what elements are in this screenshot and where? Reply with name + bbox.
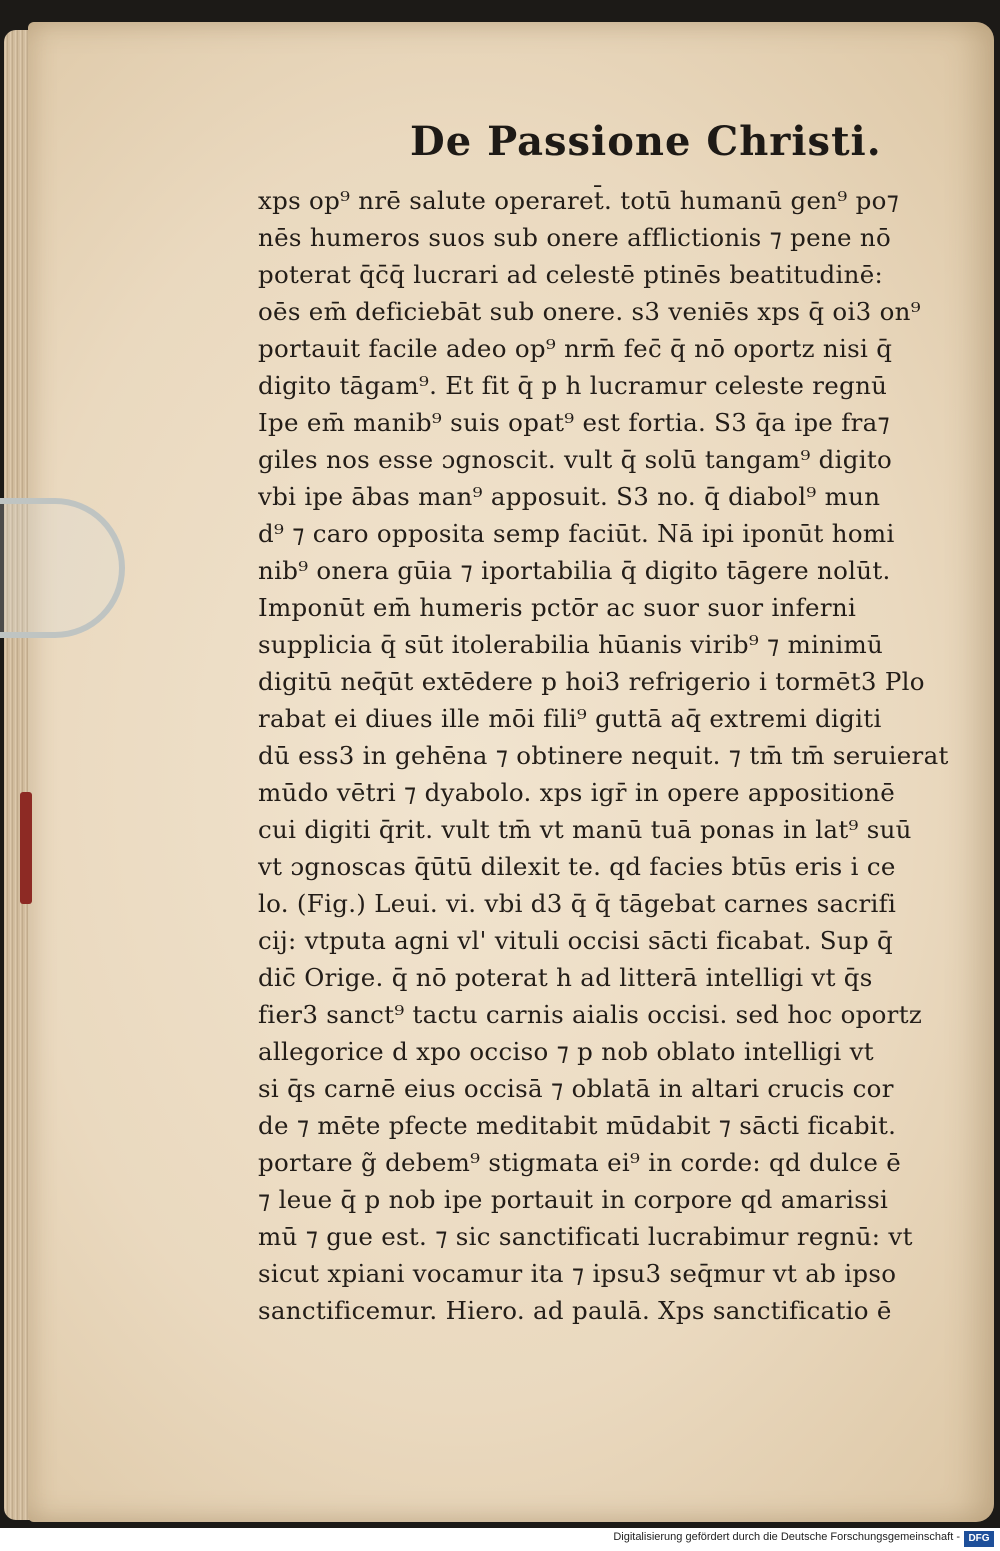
- text-line: oēs em̄ deficiebāt sub onere. s3 veniēs xps q̄ oi3 on⁹: [258, 297, 921, 326]
- text-line: Ipe em̄ manib⁹ suis opat⁹ est fortia. S3 q̄a ipe fra⁊: [258, 408, 890, 437]
- text-line: cui digiti q̄rit. vult tm̄ vt manū tuā ponas in lat⁹ suū: [258, 815, 912, 844]
- text-line: lo. (Fig.) Leui. vi. vbi d3 q̄ q̄ tāgebat carnes sacrifi: [258, 889, 897, 918]
- body-text: [258, 182, 986, 1325]
- text-line: portare g̃ debem⁹ stigmata ei⁹ in corde: qd dulce ē: [258, 1148, 902, 1177]
- text-line: xps op⁹ nrē salute operaret̄. totū humanū gen⁹ po⁊: [258, 186, 900, 215]
- text-line: sicut xpiani vocamur ita ⁊ ipsu3 seq̄mur vt ab ipso: [258, 1259, 897, 1288]
- text-line: nib⁹ onera gūia ⁊ iportabilia q̄ digito tāgere nolūt.: [258, 556, 891, 585]
- text-line: ⁊ leue q̄ p nob ipe portauit in corpore qd amarissi: [258, 1185, 889, 1214]
- text-line: Imponūt em̄ humeris pctōr ac suor suor inferni: [258, 593, 857, 622]
- text-line: mū ⁊ gue est. ⁊ sic sanctificati lucrabimur regnū: vt: [258, 1222, 913, 1251]
- text-line: d⁹ ⁊ caro opposita semp faciūt. Nā ipi iponūt homi: [258, 519, 895, 548]
- page-heading: De Passione Christi.: [410, 118, 882, 165]
- footer-credit: Digitalisierung gefördert durch die Deutsche Forschungsgemeinschaft -: [613, 1531, 960, 1543]
- text-line: mūdo vētri ⁊ dyabolo. xps igr̄ in opere appositionē: [258, 778, 896, 807]
- text-line: digitū neq̄ūt extēdere p hoi3 refrigerio i tormēt3 Plo: [258, 667, 925, 696]
- text-line: vt ɔgnoscas q̄ūtū dilexit te. qd facies btūs eris i ce: [258, 852, 896, 881]
- text-line: dū ess3 in gehēna ⁊ obtinere nequit. ⁊ tm̄ tm̄ seruierat: [258, 741, 949, 770]
- text-line: si q̄s carnē eius occisā ⁊ oblatā in altari crucis cor: [258, 1074, 894, 1103]
- text-line: portauit facile adeo op⁹ nrm̄ fec̄ q̄ nō oportz nisi q̄: [258, 334, 893, 363]
- text-line: sanctificemur. Hiero. ad paulā. Xps sanctificatio ē: [258, 1296, 892, 1325]
- text-line: dic̄ Orige. q̄ nō poterat h ad litterā intelligi vt q̄s: [258, 963, 873, 992]
- text-line: vbi ipe ābas man⁹ apposuit. S3 no. q̄ diabol⁹ mun: [258, 482, 881, 511]
- text-line: fier3 sanct⁹ tactu carnis aialis occisi. sed hoc oportz: [258, 1000, 923, 1029]
- text-line: allegorice d xpo occiso ⁊ p nob oblato intelligi vt: [258, 1037, 874, 1066]
- dfg-logo: DFG: [964, 1531, 994, 1547]
- text-line: rabat ei diues ille mōi fili⁹ guttā aq̄ extremi digiti: [258, 704, 882, 733]
- footer: [0, 1528, 1000, 1551]
- text-line: de ⁊ mēte pfecte meditabit mūdabit ⁊ sācti ficabit.: [258, 1111, 897, 1140]
- text-line: giles nos esse ɔgnoscit. vult q̄ solū tangam⁹ digito: [258, 445, 893, 474]
- text-line: supplicia q̄ sūt itolerabilia hūanis virib⁹ ⁊ minimū: [258, 630, 884, 659]
- bookmark-ribbon: [20, 792, 32, 904]
- text-line: cij: vtputa agni vl' vituli occisi sācti ficabat. Sup q̄: [258, 926, 893, 955]
- text-line: poterat q̄c̄q̄ lucrari ad celestē ptinēs beatitudinē:: [258, 260, 884, 289]
- text-line: nēs humeros suos sub onere afflictionis ⁊ pene nō: [258, 223, 892, 252]
- text-line: digito tāgam⁹. Et fit q̄ p h lucramur celeste regnū: [258, 371, 888, 400]
